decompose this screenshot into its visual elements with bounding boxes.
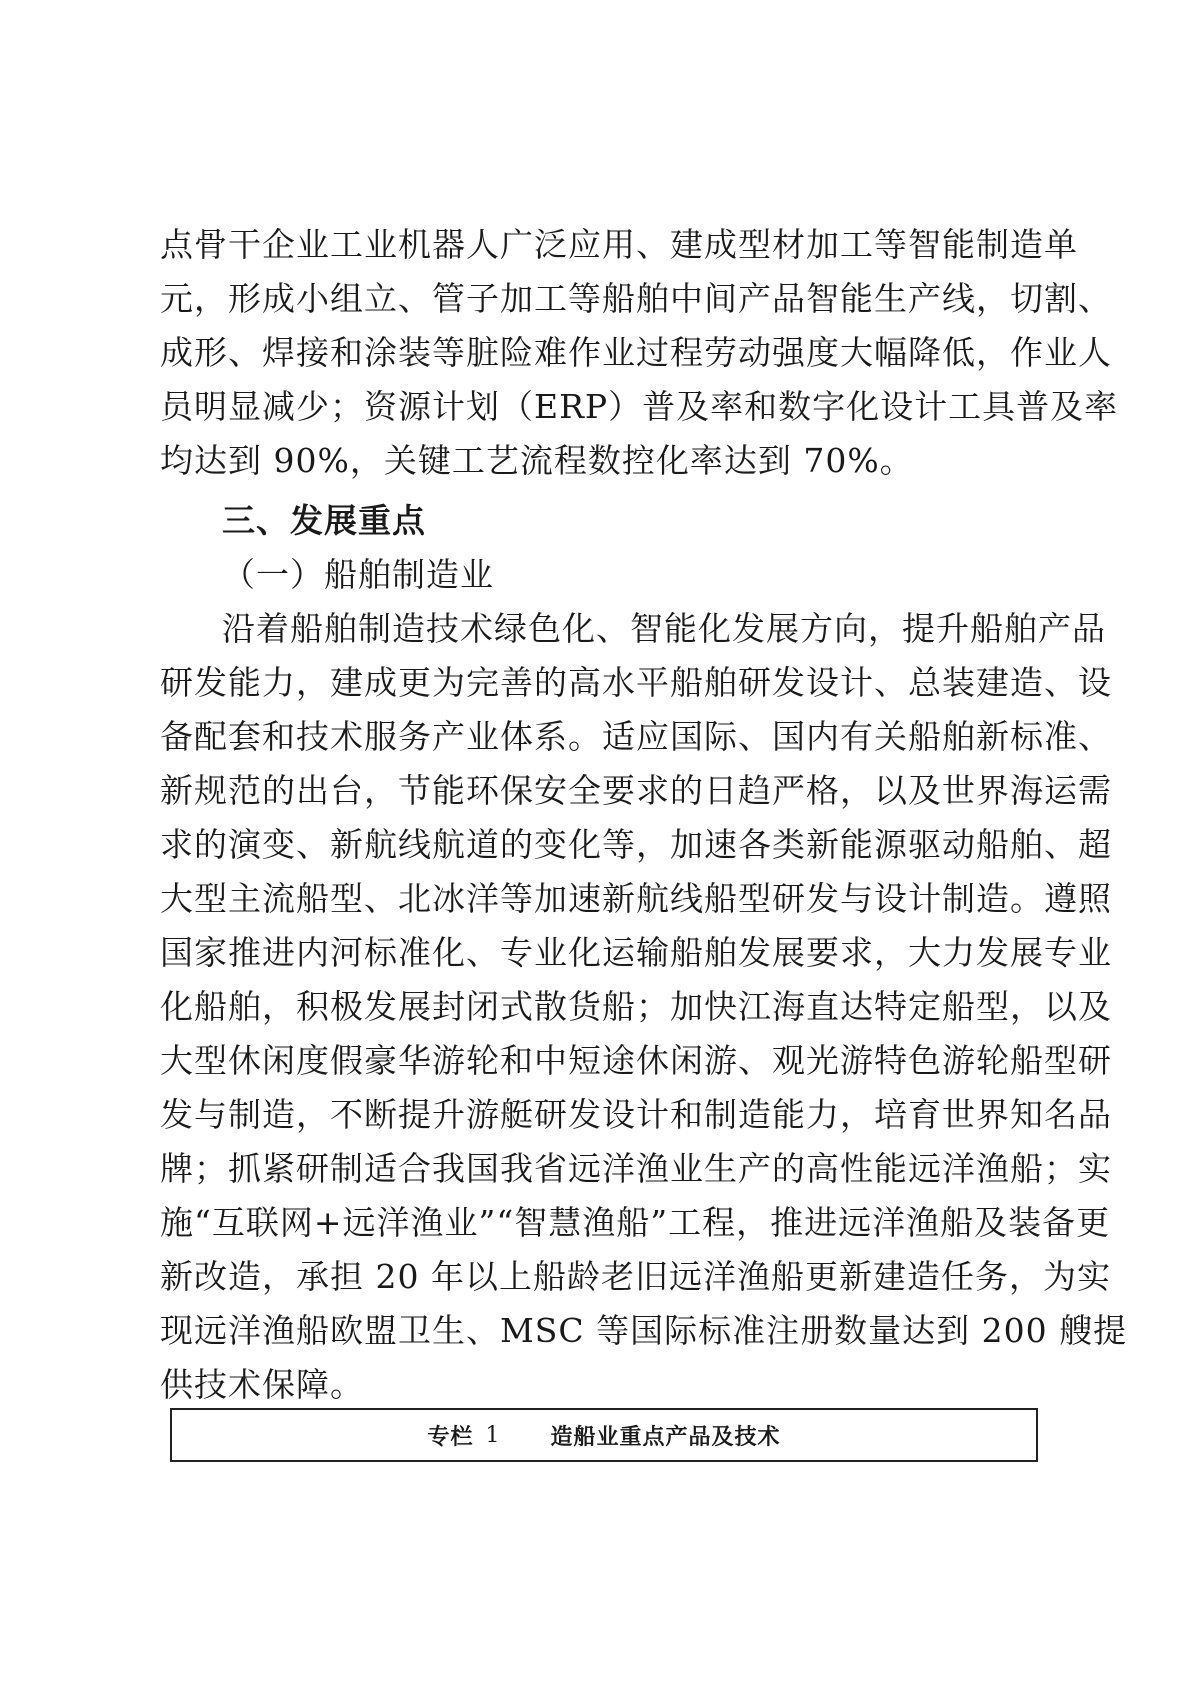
paragraph-line: 牌；抓紧研制适合我国我省远洋渔业生产的高性能远洋渔船；实 [160, 1149, 1112, 1188]
paragraph-line: 沿着船舶制造技术绿色化、智能化发展方向，提升船舶产品 [222, 609, 1106, 648]
paragraph-line: 施“互联网+远洋渔业”“智慧渔船”工程，推进远洋渔船及装备更 [160, 1203, 1111, 1242]
paragraph-line: 点骨干企业工业机器人广泛应用、建成型材加工等智能制造单 [160, 225, 1078, 264]
paragraph-line: 化船舶，积极发展封闭式散货船；加快江海直达特定船型，以及 [160, 987, 1112, 1026]
paragraph-line: 国家推进内河标准化、专业化运输船舶发展要求，大力发展专业 [160, 933, 1112, 972]
paragraph-line: 元，形成小组立、管子加工等船舶中间产品智能生产线，切割、 [160, 279, 1112, 318]
column-number: 1 [485, 1422, 501, 1448]
paragraph-line: 备配套和技术服务产业体系。适应国际、国内有关船舶新标准、 [160, 717, 1112, 756]
column-title: 造船业重点产品及技术 [550, 1423, 781, 1450]
column-label: 专栏 [427, 1423, 474, 1450]
section-heading: 三、发展重点 [222, 501, 426, 540]
paragraph-line: 大型主流船型、北冰洋等加速新航线船型研发与设计制造。遵照 [160, 879, 1112, 918]
paragraph-line: 新规范的出台，节能环保安全要求的日趋严格，以及世界海运需 [160, 771, 1112, 810]
paragraph-1 [160, 218, 1119, 488]
subsection-heading: （一）船舶制造业 [222, 555, 494, 594]
paragraph-line: 求的演变、新航线航道的变化等，加速各类新能源驱动船舶、超 [160, 825, 1112, 864]
paragraph-line: 大型休闲度假豪华游轮和中短途休闲游、观光游特色游轮船型研 [160, 1041, 1112, 1080]
paragraph-2 [160, 602, 1128, 1412]
paragraph-line: 新改造，承担 20 年以上船龄老旧远洋渔船更新建造任务，为实 [160, 1257, 1111, 1296]
paragraph-line: 供技术保障。 [160, 1365, 364, 1404]
column-box-header [170, 1408, 1038, 1462]
paragraph-line: 均达到 90%，关键工艺流程数控化率达到 70%。 [160, 441, 914, 480]
paragraph-line: 现远洋渔船欧盟卫生、MSC 等国际标准注册数量达到 200 艘提 [160, 1311, 1128, 1350]
paragraph-line: 发与制造，不断提升游艇研发设计和制造能力，培育世界知名品 [160, 1095, 1112, 1134]
paragraph-line: 研发能力，建成更为完善的高水平船舶研发设计、总装建造、设 [160, 663, 1112, 702]
paragraph-line: 成形、焊接和涂装等脏险难作业过程劳动强度大幅降低，作业人 [160, 333, 1112, 372]
paragraph-line: 员明显减少；资源计划（ERP）普及率和数字化设计工具普及率 [160, 387, 1119, 426]
